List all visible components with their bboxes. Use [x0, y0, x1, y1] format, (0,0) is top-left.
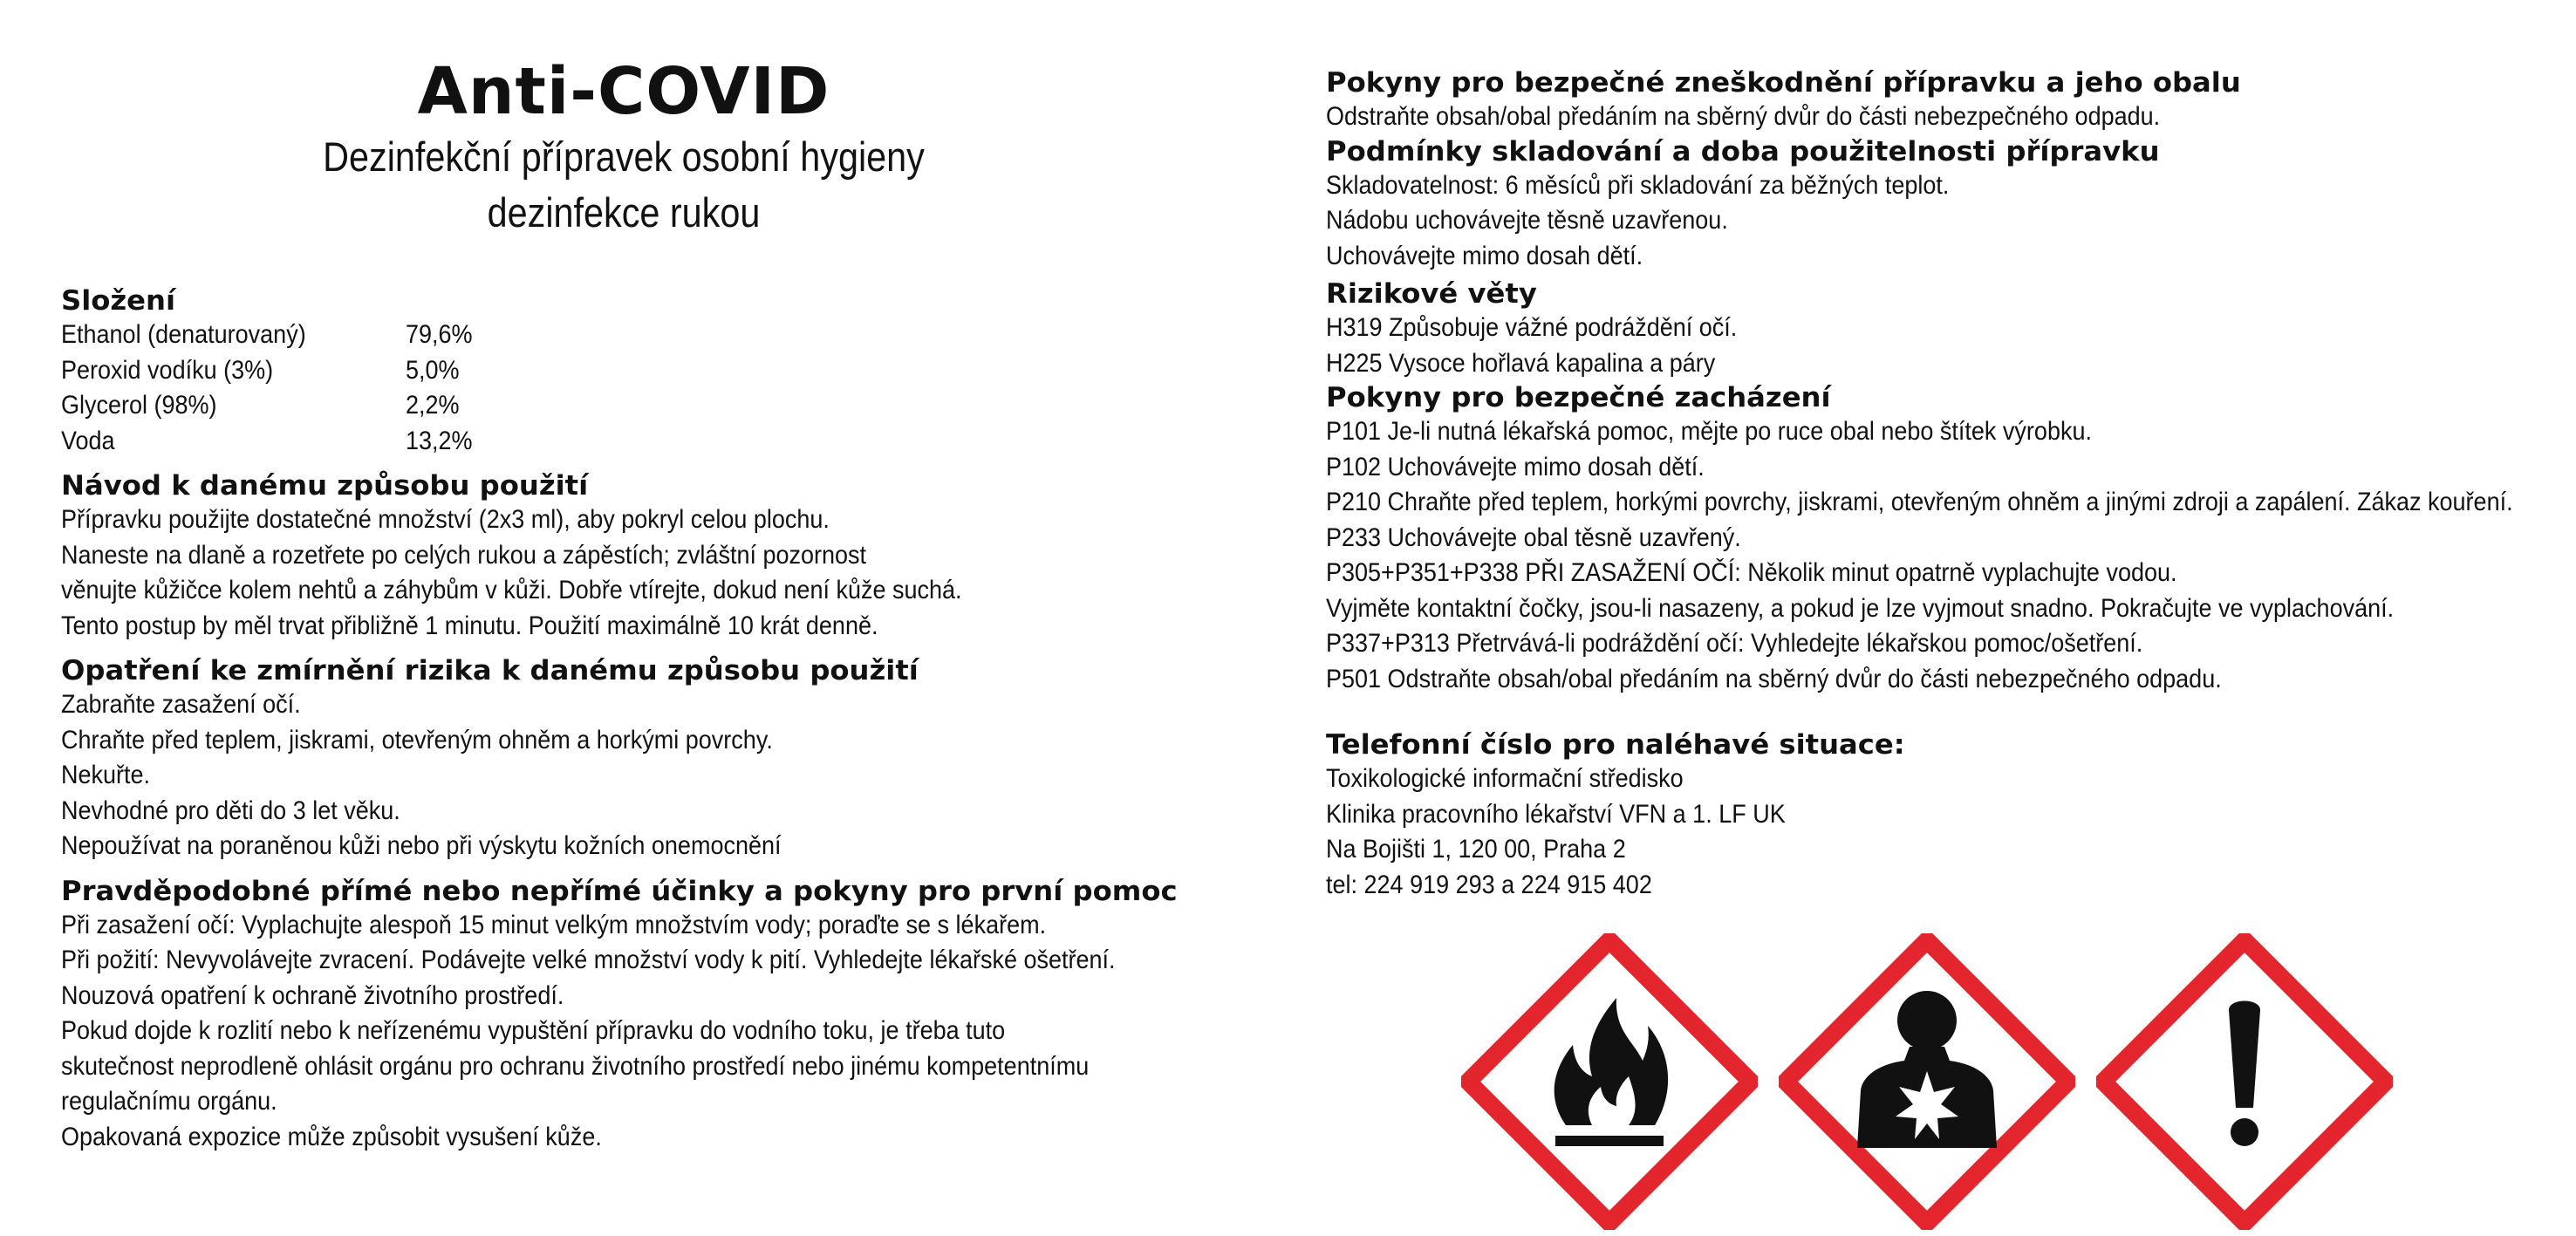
hazard-statements-section — [1326, 277, 2565, 381]
emergency-line: Na Bojišti 1, 120 00, Praha 2 — [1326, 835, 1626, 864]
first-aid-line: regulačnímu orgánu. — [61, 1087, 277, 1116]
first-aid-line: Nouzová opatření k ochraně životního prostředí. — [61, 980, 564, 1010]
safe-handling-line: Vyjměte kontaktní čočky, jsou-li nasazeny, a pokud je lze vyjmout snadno. Pokračujte ve vyplachování. — [1326, 593, 2395, 623]
usage-heading: Návod k danému způsobu použití — [61, 470, 589, 502]
title-block — [61, 54, 1186, 241]
composition-row — [61, 424, 1230, 460]
risk-measures-heading: Opatření ke zmírnění rizika k danému způsobu použití — [61, 655, 919, 686]
safe-handling-line: P501 Odstraňte obsah/obal předáním na sběrný dvůr do části nebezpečného odpadu. — [1326, 664, 2222, 693]
ingredient-value: 79,6% — [406, 320, 473, 349]
storage-line: Skladovatelnost: 6 měsíců při skladování za běžných teplot. — [1326, 170, 1950, 200]
product-title: Anti-COVID — [417, 54, 830, 129]
first-aid-line: skutečnost neprodleně ohlásit orgánu pro ochranu životního prostředí nebo jinému kompetentnímu — [61, 1051, 1090, 1081]
first-aid-line: Pokud dojde k rozlití nebo k neřízenému vypuštění přípravku do vodního toku, je třeba tuto — [61, 1016, 1006, 1045]
safe-handling-line: P210 Chraňte před teplem, horkými povrchy, jiskrami, otevřeným ohněm a jinými zdroji a zapálení. Zákaz kouření. — [1326, 488, 2513, 516]
ingredient-value: 2,2% — [406, 391, 460, 420]
usage-line: věnujte kůžičce kolem nehtů a záhybům v kůži. Dobře vtírejte, dokud není kůže suchá. — [61, 576, 962, 604]
left-column — [61, 0, 1230, 1155]
hazard-statements-heading: Rizikové věty — [1326, 278, 1537, 310]
first-aid-line: Při požití: Nevyvolávejte zvracení. Podávejte velké množství vody k pití. Vyhledejte lékařské ošetření. — [61, 946, 1116, 974]
safe-handling-heading: Pokyny pro bezpečné zacházení — [1326, 382, 1831, 413]
risk-measure-line: Nevhodné pro děti do 3 let věku. — [61, 796, 400, 825]
ingredient-value: 13,2% — [406, 426, 473, 455]
health-hazard-icon — [1779, 933, 2075, 1230]
disposal-section — [1326, 66, 2565, 135]
emergency-line: Toxikologické informační středisko — [1326, 764, 1684, 793]
emergency-heading: Telefonní číslo pro naléhavé situace: — [1326, 729, 1905, 761]
exclamation-mark-icon — [2096, 933, 2393, 1230]
ingredient-value: 5,0% — [406, 355, 460, 385]
usage-line: Tento postup by měl trvat přibližně 1 minutu. Použití maximálně 10 krát denně. — [61, 611, 878, 640]
first-aid-line: Při zasažení očí: Vyplachujte alespoň 15 minut velkým množstvím vody; poraďte se s lékařem. — [61, 910, 1047, 939]
composition-row — [61, 353, 1230, 389]
disposal-heading: Pokyny pro bezpečné zneškodnění přípravku a jeho obalu — [1326, 67, 2241, 99]
first-aid-section — [61, 875, 1230, 1156]
ingredient-name: Glycerol (98%) — [61, 391, 217, 420]
safe-handling-line: P305+P351+P338 PŘI ZASAŽENÍ OČÍ: Několik minut opatrně vyplachujte vodou. — [1326, 558, 2177, 587]
risk-measure-line: Zabraňte zasažení očí. — [61, 690, 301, 719]
risk-measure-line: Nekuřte. — [61, 761, 151, 789]
composition-row — [61, 318, 1230, 353]
storage-line: Uchovávejte mimo dosah dětí. — [1326, 241, 1643, 270]
safe-handling-line: P233 Uchovávejte obal těsně uzavřený. — [1326, 522, 1741, 552]
usage-section — [61, 469, 1230, 644]
risk-measure-line: Chraňte před teplem, jiskrami, otevřeným ohněm a horkými povrchy. — [61, 725, 773, 755]
right-column — [1326, 0, 2565, 903]
storage-section — [1326, 135, 2565, 275]
first-aid-heading: Pravděpodobné přímé nebo nepřímé účinky a pokyny pro první pomoc — [61, 875, 1178, 907]
safe-handling-section — [1326, 381, 2565, 697]
composition-row — [61, 388, 1230, 424]
composition-heading: Složení — [61, 285, 176, 317]
composition-section — [61, 284, 1230, 459]
flame-icon — [1461, 933, 1758, 1230]
emergency-section — [1326, 728, 2565, 903]
emergency-line: Klinika pracovního lékařství VFN a 1. LF UK — [1326, 799, 1786, 829]
first-aid-line: Opakovaná expozice může způsobit vysušení kůže. — [61, 1122, 602, 1151]
safe-handling-line: P101 Je-li nutná lékařská pomoc, mějte po ruce obal nebo štítek výrobku. — [1326, 417, 2092, 446]
storage-heading: Podmínky skladování a doba použitelnosti přípravku — [1326, 135, 2160, 167]
safe-handling-line: P337+P313 Přetrvává-li podráždění očí: Vyhledejte lékařskou pomoc/ošetření. — [1326, 629, 2143, 658]
risk-measures-section — [61, 654, 1230, 864]
usage-line: Naneste na dlaně a rozetřete po celých rukou a zápěstích; zvláštní pozornost — [61, 540, 867, 570]
hazard-statement-line: H319 Způsobuje vážné podráždění očí. — [1326, 313, 1738, 342]
subtitle-line: Dezinfekční přípravek osobní hygieny — [323, 133, 925, 180]
emergency-line: tel: 224 919 293 a 224 915 402 — [1326, 870, 1652, 899]
safe-handling-line: P102 Uchovávejte mimo dosah dětí. — [1326, 452, 1705, 481]
subtitle-line: dezinfekce rukou — [487, 189, 761, 236]
hazard-pictograms — [1461, 933, 2393, 1230]
usage-line: Přípravku použijte dostatečné množství (2x3 ml), aby pokryl celou plochu. — [61, 505, 830, 534]
storage-line: Nádobu uchovávejte těsně uzavřenou. — [1326, 206, 1728, 235]
hazard-statement-line: H225 Vysoce hořlavá kapalina a páry — [1326, 348, 1716, 378]
risk-measure-line: Nepoužívat na poraněnou kůži nebo při výskytu kožních onemocnění — [61, 831, 782, 860]
ingredient-name: Peroxid vodíku (3%) — [61, 355, 274, 385]
ingredient-name: Ethanol (denaturovaný) — [61, 320, 306, 349]
ingredient-name: Voda — [61, 426, 115, 455]
disposal-line: Odstraňte obsah/obal předáním na sběrný dvůr do části nebezpečného odpadu. — [1326, 102, 2161, 131]
